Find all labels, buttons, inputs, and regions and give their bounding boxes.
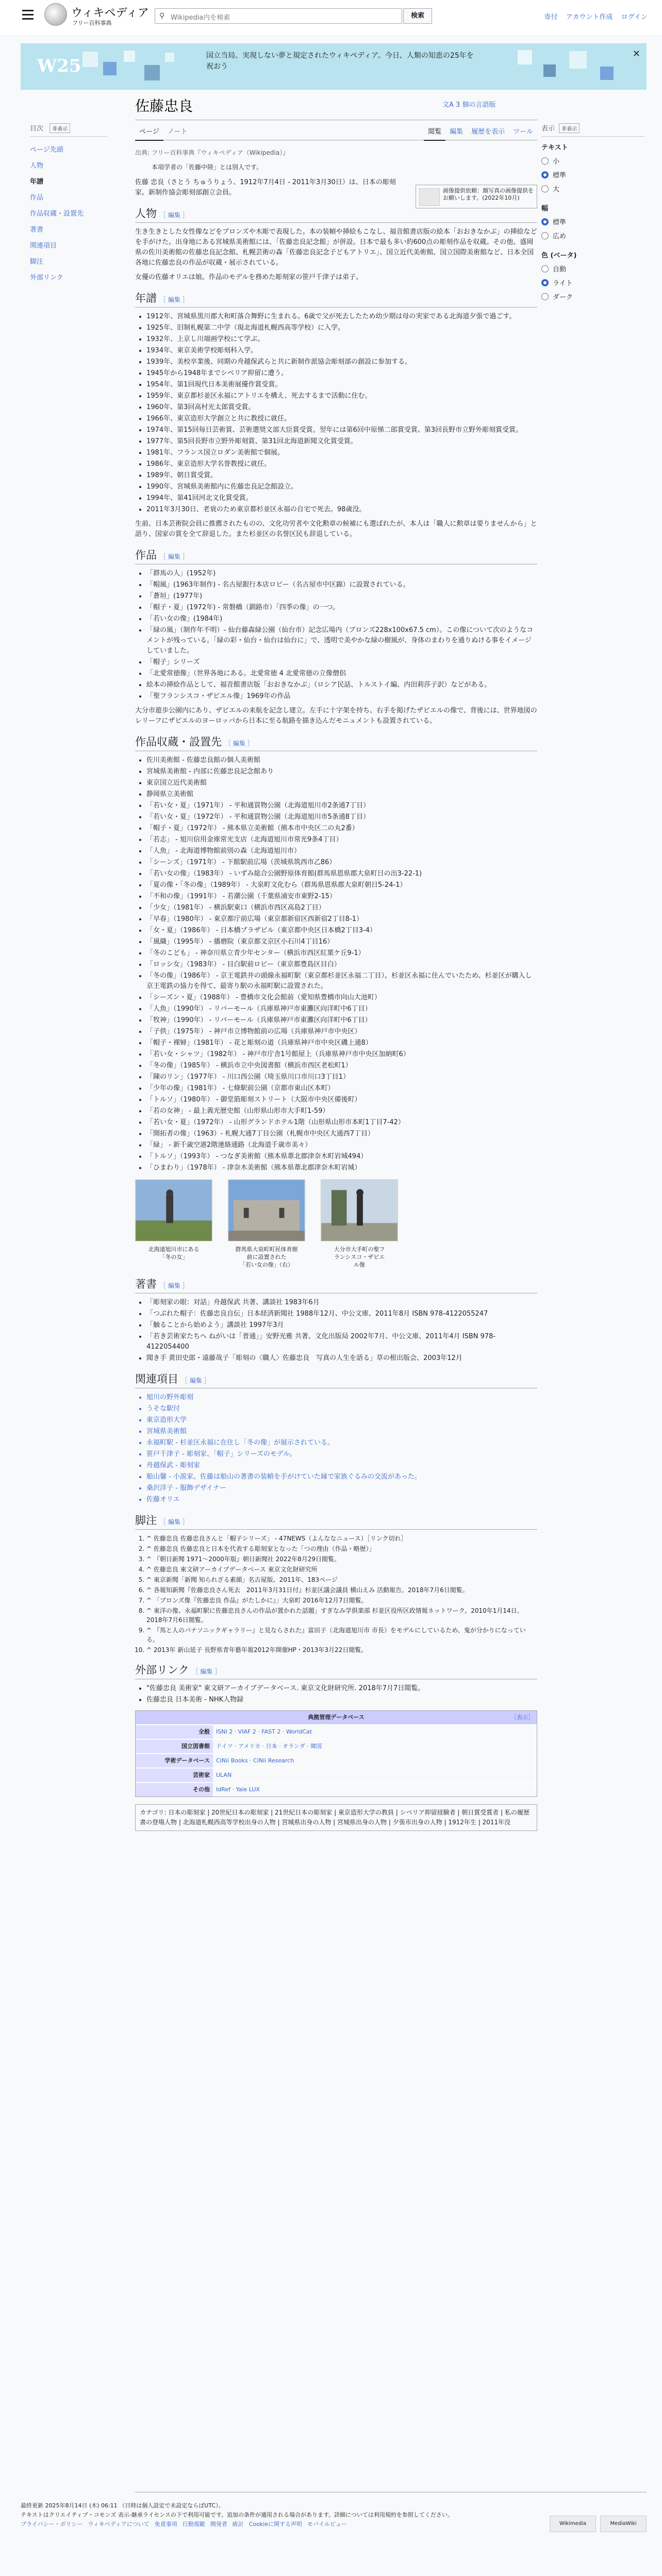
navbox-row-label: 全般 [136,1725,213,1739]
radio-selected[interactable] [541,218,549,225]
book-item: • 「つぶれた帽子：佐藤忠良自伝」日本経済新聞社 1988年12月、中公文庫、2011年8月 ISBN 978-4122055247 [146,1309,537,1319]
edit-link[interactable]: ［ 編集 ］ [225,740,254,747]
heading-text: 外部リンク [135,1664,189,1676]
site-header [0,0,662,36]
works-list [146,569,537,702]
chronology-item: • 1959年、東京都杉並区永福にアトリエを構え、死去するまで活動に住む。 [146,391,537,401]
heading-text: 作品収蔵・設置先 [135,736,222,748]
gallery-image-statue-park[interactable] [135,1179,212,1241]
gallery-item [228,1179,305,1269]
chronology-item: • 1945年から1948年までシベリア抑留に遭う。 [146,368,537,379]
mediawiki-badge[interactable]: MediaWiki [600,2516,647,2532]
chronology-item: • 1932年、上京し川端画学校にて学ぶ。 [146,334,537,345]
chronology-item: • 1934年、東京美術学校彫刻科入学。 [146,346,537,356]
book-item: • 「触ることから始めよう」講談社 1997年3月 [146,1320,537,1331]
authority-control-navbox [135,1710,537,1797]
collection-item: • 「若い女の像」（1983年） - いずみ総合公園野原体育館(群馬県恩県郡大泉町日の出3-22-1) [146,869,537,879]
navbox-row-links[interactable]: ドイツ · アメリカ · 日本 · オランダ · 韓国 [213,1740,537,1753]
works-item: • 「緑の風」（制作年不明）- 仙台藤森緑公園（仙台市）記念広場内（ブロンズ228x100x67.5 cm）。この像について次のようなコメントが残っている。「緑の彩・仙台・仙台は仙台に」で、透明で美やかな緑の樹風が、身体のまわりを通りぬける事をイメージしていました。 [146,625,537,656]
navbox-row [136,1782,537,1796]
wikimedia-badge[interactable]: Wikimedia [550,2516,596,2532]
radio[interactable] [541,157,549,165]
navbox-row [136,1768,537,1782]
width-label: 幅 [541,205,549,213]
navbox-title-text: 典拠管理データベース [308,1714,365,1721]
related-link[interactable]: • 笹戸千津子 - 彫刻家、「帽子」シリーズのモデル。 [146,1449,537,1460]
edit-link[interactable]: ［ 編集 ］ [160,1282,189,1289]
hatnote: 本項学者の「佐藤中陸」とは別人です。 [152,164,263,171]
language-button[interactable] [442,99,495,109]
section-heading-books [135,1279,537,1293]
collection-item: • 「風織」（1995年） - 播磨院（東京都文京区小石川4丁目16） [146,937,537,947]
radio[interactable] [541,265,549,272]
banner-globe-icon [507,46,631,87]
width-standard[interactable] [541,217,644,226]
navbox-row-label: 芸術家 [136,1769,213,1782]
toc-sidebar [30,123,107,285]
related-link[interactable]: • 永福町駅 - 杉並区永福に在住し「冬の像」が展示されている。 [146,1438,537,1448]
collection-item: • 「シーズン・夏」（1988年） - 豊橋市文化会館前（愛知県豊橋市向山大池町） [146,993,537,1003]
heading-text: 年譜 [135,292,157,304]
banner-logo: W25 [37,56,81,76]
color-group [541,250,644,301]
reference-item: 5. ^ 東京新聞「新聞 知られざる素顔」名古屋版、2011年、183ページ [146,1575,537,1584]
page-tabs [135,124,537,140]
tab-page[interactable]: ページ [135,124,163,141]
collections-list [146,755,537,1173]
navbox-row-links[interactable]: CiNii Books · CiNii Research [213,1754,537,1768]
section-heading-works [135,550,537,564]
option-label: ライト [553,280,573,287]
collection-item: • 「帽子・裸婦」（1981年） - 花と彫刻の道（兵庫県神戸市中央区磯上通8） [146,1038,537,1048]
edit-link[interactable]: ［ 編集 ］ [181,1377,210,1384]
navbox-row-label: その他 [136,1783,213,1796]
banner-text: 国立当局、実現しない夢と規定されたウィキペディア。今日、人類の知恵の25年を祝おう [206,52,474,71]
edit-link[interactable]: ［ 編集 ］ [192,1668,221,1675]
option-label: 標準 [553,172,567,180]
external-link[interactable]: • "佐藤忠良 美術家" 東文研アーカイブデータベース. 東京文化財研究所. 2018年7月7日閲覧。 [146,1683,537,1694]
navbox-row-links[interactable]: ULAN [213,1769,537,1782]
edit-link[interactable]: ［ 編集 ］ [160,212,189,219]
heading-text: 関連項目 [135,1373,178,1385]
text-size-large[interactable] [541,184,644,193]
toc-item[interactable]: 著書 [30,226,44,234]
chronology-item: • 1974年、第15回毎日芸術賞、芸術選奨文部大臣賞受賞。翌年には第6回中原悌二郎賞受賞、第3回長野市立野外彫刻賞受賞。 [146,425,537,435]
footer-link[interactable]: Cookieに関する声明 [249,2521,303,2528]
collection-item: • 「トルソ」（1993年） - つなぎ美術館（熊本県葦北郡津奈木町岩城494） [146,1152,537,1162]
section-heading-person [135,208,537,223]
edit-link[interactable]: ［ 編集 ］ [160,553,189,560]
option-label: 自動 [553,266,567,273]
text-size-group [541,142,644,193]
toc-item[interactable]: 脚注 [30,258,44,266]
article-source: 出典: フリー百科事典『ウィキペディア（Wikipedia）』 [135,149,289,156]
works-item: • 「若い女の像」(1984年) [146,614,537,624]
chronology-item: • 1966年、東京造形大学創立と共に教授に就任。 [146,414,537,424]
person-paragraph-2: 女優の佐藤オリエは娘。作品のモデルを務めた彫刻家の笹戸千津子は弟子。 [135,273,363,281]
collection-item: • 「ロッシ女」（1983年） - 目白駅前ロビー（東京都豊島区目白） [146,960,537,970]
edit-link[interactable]: ［ 編集 ］ [160,1518,189,1526]
navbox-row-label: 学術データベース [136,1754,213,1768]
footer-link[interactable]: 免責事項 [154,2521,177,2528]
collection-item: • 「人魚」 - 北海道博物館前別の森（北海道旭川市） [146,846,537,856]
related-link[interactable]: • 宮城県美術館 [146,1427,537,1437]
collection-item: • 「少女」（1981年） - 横浜駅東口（横浜市西区高島2丁目） [146,903,537,913]
related-link[interactable]: • 佐藤オリエ [146,1495,537,1505]
category-links[interactable]: カテゴリ: 日本の彫刻家 | 20世紀日本の彫刻家 | 21世紀日本の彫刻家 | 東京造形大学の教員 | シベリア抑留経験者 | 朝日賞受賞者 | 私の履歴書の登場人物 | 北海道札幌西高等学校出身の人物 | 宮城県出身の人物 | 宮城県出身の人物 | 夕張市出身の人物 | 1912年生 | 2011年没 [135,1804,537,1831]
toc-item[interactable]: 関連項目 [30,242,57,250]
collection-item: • 「若い女・夏」（1972年） - 山形グランドホテル1階（山形県山形市本町1丁目7-42） [146,1117,537,1128]
section-heading-collections [135,737,537,751]
chronology-item: • 1925年、旧制札幌第二中学（現北海道札幌西高等学校）に入学。 [146,323,537,333]
works-item: • 「帽風」(1963年制作) - 名古屋銀行本店ロビー（名古屋市中区錦）に設置されている。 [146,580,537,590]
collection-item: • 「冬の像」（1985年） - 横浜市立中央図書館（横浜市西区老松町1） [146,1061,537,1071]
footer-link[interactable]: プライバシー・ポリシー [21,2521,83,2528]
reference-item: 2. ^ 佐藤忠良 佐藤忠良と日本を代表する彫刻家となった「つの理由（作品・略歴）」 [146,1544,537,1553]
navbox-toggle[interactable]: ［表示］ [511,1714,534,1721]
toc-hide-button[interactable]: 非表示 [49,123,70,133]
user-links [538,11,648,21]
tab-talk[interactable]: ノート [167,128,188,136]
chronology-item: • 1954年、第1回現代日本美術展優作賞受賞。 [146,380,537,390]
option-label: 標準 [553,219,567,226]
intro-paragraph: 佐藤 忠良（さとう ちゅうりょう、1912年7月4日 - 2011年3月30日）は、日本の彫刻家。新制作協会彫刻部創立会員。 [135,179,396,197]
collection-item: • 「帽子・夏」（1972年） - 熊本県立美術館（熊本市中央区二の丸2番） [146,823,537,834]
appearance-header [541,123,644,137]
navbox-rows [136,1724,537,1796]
collection-item: • 「若い女・夏」（1972年） - 平和通買物公園（北海道旭川市5条通8丁目） [146,812,537,822]
reference-item: 3. ^ 『朝日新聞 1971～2000年版』朝日新聞社 2022年8月29日閲覧。 [146,1554,537,1564]
section-heading-notes [135,1515,537,1530]
collection-item: • 「牧神」（1990年） - リバーモール（兵庫県神戸市東灘区向洋町中6丁目） [146,1015,537,1026]
collection-item: • 「人魚」（1990年） - リバーモール（兵庫県神戸市東灘区向洋町中6丁目） [146,1004,537,1014]
site-title[interactable]: ウィキペディア [71,7,149,20]
heading-text: 人物 [135,207,157,220]
anniversary-banner [21,43,647,90]
search-icon: ⚲ [159,12,165,20]
chronology-item: • 1977年、第5回長野市立野外彫刻賞、第31回北海道新聞文化賞受賞。 [146,436,537,447]
collection-item: • 「若の女神」 - 最上義光歴史館（山形県山形市大手町1-59） [146,1106,537,1116]
book-item: • 「若き芸術家たちへ ねがいは「普通」」安野光雅 共著、文化出版局 2002年7月、中公文庫、2011年4月 ISBN 978-4122054400 [146,1332,537,1352]
width-wide[interactable] [541,231,644,240]
collection-item: • 「子供」（1975年） - 神戸市立博物館前の広場（兵庫県神戸市中央区） [146,1027,537,1037]
book-item: • 聞き手 黄田史郎・遠藤哉子「彫刻の〈職人〉佐藤忠良 写真の人生を語る」草の根出版会、2003年12月 [146,1353,537,1364]
external-links-list [146,1683,537,1705]
color-dark[interactable] [541,291,644,301]
image-request-box [416,185,537,208]
works-item: • 「群馬の人」(1952年) [146,569,537,579]
appearance-panel [541,123,644,311]
text-size-label: テキスト [541,144,568,152]
language-icon: 文A [442,101,456,109]
section-heading-external [135,1665,537,1679]
toc-item[interactable]: 年譜 [30,178,44,186]
color-auto[interactable] [541,264,644,273]
works-item: • 「帽子」シリーズ [146,657,537,668]
radio[interactable] [541,185,549,192]
works-item: • 「北愛常徳像」（世界各地にある。北愛常徳 4 北愛常徳の立像僧侶 [146,669,537,679]
footer-link[interactable]: 行動規範 [182,2521,205,2528]
person-paragraph-1: 生き生きとした女性像などをブロンズや木彫で表現した。本の装幀や挿絵もこなし、福音館書店版の絵本「おおきなかぶ」の挿絵などを手がけた。出身地にある宮城県美術館には、「佐藤忠良記念館」が併設。日本で最も多い約600点の彫刻作品を収蔵。その他、盛岡県の佐川美術館の佐藤忠良記念館、札幌芸術の森「佐藤忠良記念子どもアトリエ」、国立近代美術館、国立国際美術館など、日本全国各地に佐藤忠良の作品が収蔵・展示されている。 [135,228,537,267]
chronology-item: • 1981年、フランス国立ロダン美術館で個展。 [146,448,537,458]
page-title: 佐藤忠良 [135,98,193,115]
article-body [135,145,537,1831]
toc-item[interactable]: 作品収蔵・設置先 [30,210,84,218]
chronology-item: • 1989年、朝日賞受賞。 [146,471,537,481]
collection-item: • 「緑」 - 新千歳空港2階連絡通路（北海道千歳市美々） [146,1140,537,1151]
image-gallery [135,1179,537,1269]
tab-read[interactable]: 閲覧 [424,124,445,141]
chronology-note: 生前、日本芸術院会員に推薦されたものの、文化功労者や文化勲章の候補にも選ばれたが、本人は「職人に勲章は要りませんから」と語り、国家の賞を全て辞退した。また杉並区の名誉区民も辞退している。 [135,520,537,538]
collection-item: • 「陳のリン」（1977年） - 川口西公園（埼玉県川口市川口3丁目1） [146,1072,537,1082]
reference-item: 7. ^ 「ブロンズ像『佐藤忠良 作品』がたしかに』」大泉町 2016年12月7日閲覧。 [146,1596,537,1605]
footer-link[interactable]: ウィキペディアについて [88,2521,150,2528]
external-link[interactable]: • 佐藤忠良 日本美術 - NHK人物録 [146,1695,537,1705]
collection-item: • 「開拓者の像」（1963）- 札幌大通7丁目公園（札幌市中央区大通西7丁目） [146,1129,537,1139]
gallery-image-xavier-statue[interactable] [321,1179,398,1241]
search-button[interactable]: 検索 [403,8,432,24]
main-menu-button[interactable] [21,7,35,22]
collection-item: • 「若い女・夏」（1971年） - 平和通買物公園（北海道旭川市2条通7丁目） [146,801,537,811]
text-size-small[interactable] [541,156,644,166]
related-link[interactable]: • 舟越保武 - 彫刻家 [146,1461,537,1471]
chronology-item: • 2011年3月30日、老衰のため東京都杉並区永福の自宅で死去。98歳没。 [146,505,537,515]
tab-history[interactable]: 履歴を表示 [471,128,505,136]
appearance-hide-button[interactable]: 非表示 [559,123,580,133]
collection-item: • 「シーンズ」（1971年） - 下館駅前広場（茨城県筑西市乙86） [146,857,537,868]
collection-item: • 東京国立近代美術館 [146,778,537,788]
appearance-title: 表示 [541,125,555,133]
language-count: 3 個の言語版 [456,101,496,109]
search-input[interactable] [155,8,402,24]
collection-item: • 「冬の像」（1986年） - 京王電鉄井の頭線永福町駅（東京都杉並区永福二丁目）。杉並区永福に住んでいたため、杉並区が購入し京王電鉄の協力を得て、最寄り駅の永福町駅に設置された。 [146,971,537,992]
toc-header [30,123,107,137]
toc-item[interactable]: 人物 [30,162,44,170]
related-list [146,1392,537,1505]
create-account-link[interactable]: アカウント作成 [566,13,613,21]
related-link[interactable]: • 旭川の野外彫刻 [146,1392,537,1403]
site-subtitle: フリー百科事典 [72,20,112,26]
radio[interactable] [541,293,549,300]
last-updated: 最終更新 2025年8月14日 (木) 06:11 （日時は個人設定で未設定ならばUTC）。 [21,2502,224,2509]
collection-item: • 「少年の像」（1981年） - 七條駅前公園（京都市東山区本町） [146,1083,537,1094]
radio-selected[interactable] [541,279,549,286]
collection-item: • 佐川美術館 - 佐藤忠良館の個人美術館 [146,755,537,766]
color-label: 色 (ベータ) [541,252,577,260]
toc-item[interactable]: 作品 [30,194,44,202]
collection-item: • 静岡県立美術館 [146,789,537,800]
heading-text: 作品 [135,549,157,561]
text-size-standard[interactable] [541,170,644,180]
chronology-item: • 1990年、宮城県美術館内に佐藤忠良記念館設立。 [146,482,537,492]
chronology-item: • 1912年、宮城県黒川郡大和町落合舞野に生まれる。6歳で父が死去したため幼少期は母の実家である北海道夕張で過ごす。 [146,312,537,322]
option-label: 小 [553,158,560,166]
collection-item: • 「早春」（1980年） - 東京都庁前広場（東京都新宿区西新宿2丁目8-1） [146,914,537,925]
related-link[interactable]: • 東京造形大学 [146,1415,537,1425]
chronology-item: • 1986年、東京造形大学名誉教授に就任。 [146,459,537,469]
collection-item: • 「トルソ」（1980年） - 御堂筋彫刻ストリート（大阪市中央区備後町） [146,1095,537,1105]
reference-item: 8. ^ 東洋の像、永福町駅に佐藤忠良さんの作品が置かれた話題」すぎなみ学倶楽部 杉並区役所区政情報ネットワーク。2010年1月14日、2018年7月6日閲覧。 [146,1606,537,1625]
gallery-caption: 大分市大手町の聖フ ランシスコ・ザビエ ル像 [334,1246,385,1268]
collection-item: • 「ひまわり」（1978年） - 津奈木美術館（熊本県葦北郡津奈木町岩城） [146,1163,537,1173]
toc-title: 目次 [30,125,44,133]
chronology-item: • 1939年、美校卒業後、同期の舟越保武らと共に新制作派協会彫刻部の創設に参加する。 [146,357,537,367]
works-item: • 「蒼垣」(1977年) [146,591,537,602]
color-light[interactable] [541,278,644,287]
footer-badges [550,2516,647,2532]
collection-item: • 「夏の像・「冬の像」（1989年） - 大泉町文化むら（群馬県恩県郡大泉町朝日5-24-1） [146,880,537,890]
reference-item: 10. ^ 2013年 新山延子 長野県青年藝年報2012年開催HP・2013年3月22日閲覧。 [146,1645,537,1655]
collection-item: • 「女・夏」（1986年） - 日本橋プラザビル（東京都中央区日本橋2丁目3-4） [146,926,537,936]
toc-item[interactable]: ページ先頭 [30,146,63,154]
radio-selected[interactable] [541,171,549,179]
navbox-row-label: 国立図書館 [136,1740,213,1753]
reference-item: 6. ^ 各報知新聞『佐藤忠良さん死去 2011年3月31日付』杉並区議会議員 横山えみ 活動報告。2018年7月6日閲覧。 [146,1585,537,1595]
works-item: • 「聖フランシスコ・ザビエル像」1969年の作品 [146,691,537,702]
footer-link[interactable]: 統計 [232,2521,244,2528]
toc-item[interactable]: 外部リンク [30,274,63,282]
navbox-row [136,1724,537,1739]
gallery-caption: 群馬県大泉町町民体育館 前に設置された 「若い女の像」（右） [235,1246,298,1268]
chronology-item: • 1960年、第3回高村光太郎賞受賞。 [146,402,537,413]
works-item: • 「帽子・夏」(1972年) - 常磐橋（釧路市）「四季の像」の一つ。 [146,603,537,613]
works-note: 大分市遊歩公園内にあり、ザビエルの来航を記念し建立。左手に十字架を持ち、右手を掲げたザビエルの像で、背後には、世界地図のレリーフにザビエルのヨーロッパから日本に至る航路を描き込んだモニュメントも設置されている。 [135,707,537,725]
image-placeholder-icon [419,188,440,206]
chronology-item: • 1994年、第41回河北文化賞受賞。 [146,493,537,504]
reference-item: 1. ^ 佐藤忠良 佐藤忠良さんと「帽子シリーズ」 - 47NEWS（よんななニュース）［リンク切れ］ [146,1534,537,1543]
image-request-text: 画像提供依頼：顔写真の画像提供をお願いします。(2022年10月) [443,187,534,201]
radio[interactable] [541,232,549,239]
edit-link[interactable]: ［ 編集 ］ [160,296,189,303]
collection-item: • 「若志」 - 旭川信用金庫常光支店（北海道旭川市常光9条4丁目） [146,835,537,845]
navbox-title [136,1711,537,1724]
reference-item: 9. ^ 『馬と人のパナソニックギャラリー』と見ならされた』富田子（北海道旭川市 市長）をモデルにしているため、鬼が分かりになっている。 [146,1626,537,1644]
donate-link[interactable]: 寄付 [544,13,558,21]
related-link[interactable]: • 桑沢洋子 - 服飾デザイナー [146,1483,537,1494]
collection-item: • 「冬のこども」 - 神奈川県立青少年センター（横浜市西区紅葉ケ丘9-1） [146,948,537,959]
books-list [146,1298,537,1364]
footer-link[interactable]: 開発者 [210,2521,227,2528]
option-label: ダーク [553,294,573,301]
banner-close-icon[interactable]: ✕ [632,48,640,59]
references-list [146,1534,537,1655]
navbox-row-links[interactable]: ISNI 2 · VIAF 2 · FAST 2 · WorldCat [213,1725,537,1739]
section-heading-chronology [135,293,537,307]
section-heading-related [135,1374,537,1388]
navbox-row-links[interactable]: IdRef · Yale LUX [213,1783,537,1796]
gallery-item [135,1179,212,1269]
reference-item: 4. ^ 佐藤忠良 東文研アーカイブデータベース 東京文化財研究所 [146,1565,537,1574]
gallery-item [321,1179,398,1269]
book-item: • 「彫刻家の眼：対話」舟越保武 共著、講談社 1983年6月 [146,1298,537,1308]
gallery-image-building[interactable] [228,1179,305,1241]
footer-link[interactable]: モバイルビュー [307,2521,347,2528]
collection-item: • 宮城県美術館 - 内部に佐藤忠良記念館あり [146,767,537,777]
related-link[interactable]: • 船山馨 - 小説家。佐藤は船山の著書の装幀を手がけていた縁で家族ぐるみの交流があった。 [146,1472,537,1482]
heading-text: 著書 [135,1278,157,1290]
license-text: テキストはクリエイティブ・コモンズ 表示-継承ライセンスの下で利用可能です。追加の条件が適用される場合があります。詳細については利用規約を参照してください。 [21,2512,453,2518]
option-label: 広め [553,233,567,240]
banner-puzzle-icon [77,46,180,87]
chronology-list [146,312,537,515]
toc-list [30,141,107,285]
navbox-row [136,1739,537,1753]
navbox-row [136,1753,537,1768]
works-item: • 絵本の挿絵作品として、福音館書店版「おおきなかぶ」（ロシア民話、トルストイ編、内田莉莎子訳）などがある。 [146,680,537,690]
collection-item: • 「若い女・シャツ」（1982年） - 神戸市庁舎1号館屋上（兵庫県神戸市中央区加納町6） [146,1049,537,1060]
search-placeholder: Wikipedia内を検索 [171,14,230,22]
option-label: 大 [553,186,560,193]
heading-text: 脚注 [135,1514,157,1527]
width-group [541,203,644,240]
tab-edit[interactable]: 編集 [450,128,464,136]
related-link[interactable]: • うそな駅付 [146,1404,537,1414]
wikipedia-logo[interactable] [44,3,67,26]
collection-item: • 「不和の像」（1991年） - 若潮公園（千葉県浦安市東野2-15） [146,892,537,902]
login-link[interactable]: ログイン [621,13,648,21]
gallery-caption: 北海道旭川市にある 「冬の女」 [148,1246,200,1260]
tab-tools[interactable]: ツール [513,128,533,136]
page-footer [21,2501,647,2529]
